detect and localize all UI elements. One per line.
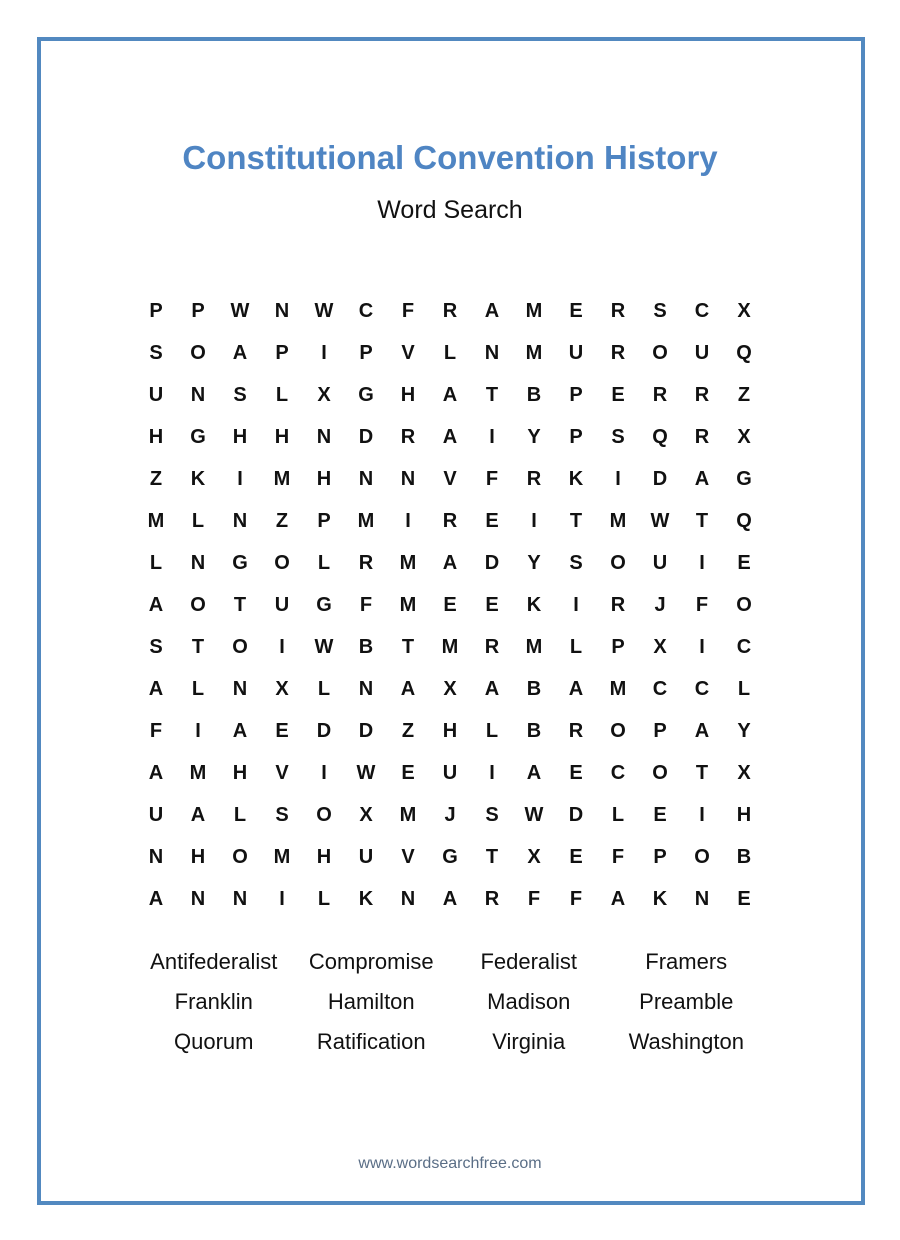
grid-letter: B [736, 846, 752, 868]
grid-letter: I [195, 720, 201, 742]
grid-letter: P [653, 720, 667, 742]
grid-letter: K [190, 468, 206, 490]
grid-letter: H [316, 846, 332, 868]
grid-letter: H [190, 846, 206, 868]
grid-letter: V [275, 762, 289, 784]
grid-letter: F [359, 594, 373, 616]
grid-letter: R [694, 384, 710, 406]
grid-letter: O [652, 342, 668, 364]
word-list-item: Preamble [639, 989, 734, 1014]
grid-letter: L [611, 804, 625, 826]
grid-letter: A [442, 552, 458, 574]
grid-letter: A [442, 426, 458, 448]
grid-letter: N [400, 468, 416, 490]
grid-letter: I [405, 510, 411, 532]
grid-letter: M [609, 510, 627, 532]
grid-letter: L [443, 342, 457, 364]
grid-letter: T [191, 636, 205, 658]
grid-letter: L [317, 678, 331, 700]
grid-letter: C [358, 300, 374, 322]
grid-letter: M [525, 300, 543, 322]
grid-letter: J [444, 804, 456, 826]
grid-letter: V [443, 468, 457, 490]
grid-letter: K [526, 594, 542, 616]
grid-letter: X [737, 426, 751, 448]
word-list-item: Franklin [174, 989, 253, 1014]
grid-letter: H [400, 384, 416, 406]
grid-row [135, 458, 765, 500]
grid-letter: G [358, 384, 374, 406]
grid-letter: O [232, 846, 248, 868]
grid-letter: U [652, 552, 668, 574]
grid-letter: K [652, 888, 668, 910]
grid-letter: A [484, 678, 500, 700]
grid-letter: C [736, 636, 752, 658]
grid-letter: P [191, 300, 205, 322]
grid-letter: T [695, 510, 709, 532]
grid-letter: I [531, 510, 537, 532]
word-list-item: Antifederalist [150, 949, 278, 974]
grid-letter: G [232, 552, 248, 574]
word-list-item: Madison [487, 989, 571, 1014]
grid-letter: O [694, 846, 710, 868]
grid-letter: M [609, 678, 627, 700]
grid-letter: S [275, 804, 289, 826]
grid-row [135, 794, 765, 836]
grid-letter: U [358, 846, 374, 868]
grid-letter: W [314, 300, 334, 322]
grid-letter: F [611, 846, 625, 868]
grid-letter: R [610, 594, 626, 616]
grid-letter: T [233, 594, 247, 616]
grid-letter: M [399, 552, 417, 574]
grid-row [135, 710, 765, 752]
grid-letter: A [148, 594, 164, 616]
grid-letter: W [356, 762, 376, 784]
grid-letter: C [652, 678, 668, 700]
grid-letter: P [275, 342, 289, 364]
grid-letter: U [568, 342, 584, 364]
grid-letter: F [401, 300, 415, 322]
grid-letter: D [652, 468, 668, 490]
grid-letter: R [526, 468, 542, 490]
word-list-item: Ratification [316, 1029, 426, 1054]
grid-letter: H [316, 468, 332, 490]
grid-letter: I [489, 762, 495, 784]
word-list-item: Compromise [308, 949, 434, 974]
grid-letter: A [610, 888, 626, 910]
grid-letter: E [485, 510, 499, 532]
grid-letter: R [484, 888, 500, 910]
grid-letter: N [484, 342, 500, 364]
grid-letter: L [485, 720, 499, 742]
grid-letter: W [230, 300, 250, 322]
grid-letter: A [442, 888, 458, 910]
grid-letter: N [316, 426, 332, 448]
grid-row [135, 752, 765, 794]
grid-letter: O [652, 762, 668, 784]
word-list-item: Virginia [492, 1029, 566, 1054]
grid-letter: C [694, 678, 710, 700]
grid-row [135, 374, 765, 416]
grid-letter: S [653, 300, 667, 322]
grid-letter: L [233, 804, 247, 826]
grid-letter: H [442, 720, 458, 742]
grid-letter: O [610, 552, 626, 574]
grid-letter: S [485, 804, 499, 826]
grid-letter: D [358, 720, 374, 742]
grid-letter: E [569, 300, 583, 322]
word-list-item: Framers [645, 949, 728, 974]
grid-letter: P [653, 846, 667, 868]
grid-letter: F [569, 888, 583, 910]
grid-letter: I [489, 426, 495, 448]
footer-url: www.wordsearchfree.com [358, 1155, 542, 1172]
grid-letter: W [314, 636, 334, 658]
grid-letter: I [573, 594, 579, 616]
grid-letter: I [699, 552, 705, 574]
grid-letter: M [399, 594, 417, 616]
grid-letter: A [148, 888, 164, 910]
grid-row [135, 290, 765, 332]
grid-row [135, 500, 765, 542]
grid-letter: N [190, 888, 206, 910]
grid-letter: Q [736, 342, 752, 364]
grid-letter: D [358, 426, 374, 448]
grid-letter: R [484, 636, 500, 658]
grid-letter: A [148, 762, 164, 784]
grid-letter: O [190, 342, 206, 364]
grid-letter: P [149, 300, 163, 322]
grid-letter: E [653, 804, 667, 826]
grid-row [135, 668, 765, 710]
grid-letter: U [274, 594, 290, 616]
grid-letter: R [652, 384, 668, 406]
grid-letter: H [232, 426, 248, 448]
grid-letter: K [358, 888, 374, 910]
grid-letter: F [485, 468, 499, 490]
grid-letter: A [232, 720, 248, 742]
grid-letter: R [442, 510, 458, 532]
grid-letter: O [736, 594, 752, 616]
grid-letter: F [149, 720, 163, 742]
grid-letter: R [400, 426, 416, 448]
grid-letter: X [527, 846, 541, 868]
grid-letter: D [484, 552, 500, 574]
grid-letter: D [568, 804, 584, 826]
grid-letter: R [610, 342, 626, 364]
grid-letter: S [149, 342, 163, 364]
grid-letter: L [317, 552, 331, 574]
grid-letter: M [273, 468, 291, 490]
grid-letter: Y [527, 552, 541, 574]
grid-letter: H [148, 426, 164, 448]
grid-letter: X [443, 678, 457, 700]
grid-letter: L [191, 678, 205, 700]
grid-letter: L [569, 636, 583, 658]
grid-letter: M [441, 636, 459, 658]
grid-letter: N [358, 468, 374, 490]
grid-letter: N [274, 300, 290, 322]
grid-letter: E [737, 552, 751, 574]
grid-letter: L [275, 384, 289, 406]
grid-letter: X [275, 678, 289, 700]
grid-letter: A [400, 678, 416, 700]
grid-letter: V [401, 342, 415, 364]
grid-letter: R [442, 300, 458, 322]
grid-letter: P [569, 426, 583, 448]
grid-letter: N [400, 888, 416, 910]
grid-letter: P [359, 342, 373, 364]
grid-letter: O [232, 636, 248, 658]
grid-letter: F [527, 888, 541, 910]
grid-letter: G [190, 426, 206, 448]
grid-letter: A [232, 342, 248, 364]
grid-letter: L [149, 552, 163, 574]
grid-letter: H [232, 762, 248, 784]
grid-letter: C [694, 300, 710, 322]
grid-letter: A [568, 678, 584, 700]
grid-letter: V [401, 846, 415, 868]
grid-row [135, 626, 765, 668]
grid-letter: I [321, 342, 327, 364]
letter-grid [135, 290, 765, 920]
grid-letter: L [317, 888, 331, 910]
grid-letter: Z [149, 468, 163, 490]
grid-letter: E [275, 720, 289, 742]
grid-letter: J [654, 594, 666, 616]
grid-letter: N [358, 678, 374, 700]
grid-letter: I [699, 636, 705, 658]
grid-letter: N [148, 846, 164, 868]
grid-letter: G [316, 594, 332, 616]
grid-letter: I [237, 468, 243, 490]
word-list-item: Quorum [174, 1029, 254, 1054]
grid-letter: I [279, 888, 285, 910]
grid-letter: N [694, 888, 710, 910]
grid-letter: L [737, 678, 751, 700]
grid-letter: O [316, 804, 332, 826]
grid-letter: Z [401, 720, 415, 742]
grid-letter: Q [736, 510, 752, 532]
grid-letter: R [694, 426, 710, 448]
grid-letter: N [190, 384, 206, 406]
page-title: Constitutional Convention History [182, 139, 718, 176]
grid-letter: T [485, 846, 499, 868]
grid-letter: O [274, 552, 290, 574]
grid-letter: M [525, 636, 543, 658]
grid-letter: K [568, 468, 584, 490]
grid-letter: P [611, 636, 625, 658]
grid-letter: B [526, 678, 542, 700]
grid-letter: I [321, 762, 327, 784]
grid-letter: W [650, 510, 670, 532]
grid-letter: P [569, 384, 583, 406]
grid-letter: M [189, 762, 207, 784]
grid-letter: I [699, 804, 705, 826]
word-list-item: Hamilton [327, 989, 415, 1014]
grid-letter: A [190, 804, 206, 826]
grid-letter: S [611, 426, 625, 448]
grid-row [135, 332, 765, 374]
grid-letter: F [695, 594, 709, 616]
grid-letter: I [615, 468, 621, 490]
grid-row [135, 836, 765, 878]
grid-letter: A [148, 678, 164, 700]
grid-letter: G [442, 846, 458, 868]
grid-letter: H [274, 426, 290, 448]
grid-letter: N [232, 888, 248, 910]
grid-letter: R [568, 720, 584, 742]
grid-letter: Y [737, 720, 751, 742]
grid-row [135, 878, 765, 920]
grid-letter: S [569, 552, 583, 574]
grid-letter: T [401, 636, 415, 658]
grid-letter: D [316, 720, 332, 742]
word-list [135, 942, 765, 1062]
word-list-item: Federalist [480, 949, 578, 974]
grid-letter: M [147, 510, 165, 532]
grid-letter: X [737, 762, 751, 784]
grid-letter: U [148, 384, 164, 406]
grid-letter: M [525, 342, 543, 364]
grid-letter: X [359, 804, 373, 826]
grid-letter: A [694, 468, 710, 490]
grid-letter: E [443, 594, 457, 616]
grid-letter: U [694, 342, 710, 364]
grid-letter: S [149, 636, 163, 658]
grid-letter: X [653, 636, 667, 658]
grid-letter: B [526, 720, 542, 742]
grid-letter: B [526, 384, 542, 406]
grid-letter: A [694, 720, 710, 742]
grid-letter: O [610, 720, 626, 742]
grid-letter: P [317, 510, 331, 532]
grid-letter: E [737, 888, 751, 910]
grid-letter: X [737, 300, 751, 322]
page-subtitle: Word Search [377, 196, 523, 224]
grid-letter: B [358, 636, 374, 658]
grid-letter: H [736, 804, 752, 826]
grid-letter: U [148, 804, 164, 826]
grid-letter: M [273, 846, 291, 868]
grid-letter: E [569, 762, 583, 784]
grid-letter: E [569, 846, 583, 868]
grid-letter: E [401, 762, 415, 784]
grid-letter: O [190, 594, 206, 616]
grid-letter: U [442, 762, 458, 784]
word-list-item: Washington [628, 1029, 744, 1054]
grid-letter: M [399, 804, 417, 826]
grid-letter: R [610, 300, 626, 322]
grid-letter: W [524, 804, 544, 826]
grid-row [135, 542, 765, 584]
grid-letter: X [317, 384, 331, 406]
grid-letter: L [191, 510, 205, 532]
grid-letter: Y [527, 426, 541, 448]
grid-letter: T [695, 762, 709, 784]
grid-letter: C [610, 762, 626, 784]
grid-letter: S [233, 384, 247, 406]
grid-letter: N [190, 552, 206, 574]
grid-letter: Z [275, 510, 289, 532]
grid-letter: A [484, 300, 500, 322]
grid-letter: N [232, 678, 248, 700]
grid-letter: Z [737, 384, 751, 406]
grid-letter: A [442, 384, 458, 406]
grid-letter: Q [652, 426, 668, 448]
grid-letter: G [736, 468, 752, 490]
grid-letter: T [569, 510, 583, 532]
grid-row [135, 416, 765, 458]
grid-letter: A [526, 762, 542, 784]
grid-letter: E [485, 594, 499, 616]
grid-letter: I [279, 636, 285, 658]
grid-letter: T [485, 384, 499, 406]
grid-letter: R [358, 552, 374, 574]
grid-row [135, 584, 765, 626]
grid-letter: M [357, 510, 375, 532]
grid-letter: N [232, 510, 248, 532]
grid-letter: E [611, 384, 625, 406]
